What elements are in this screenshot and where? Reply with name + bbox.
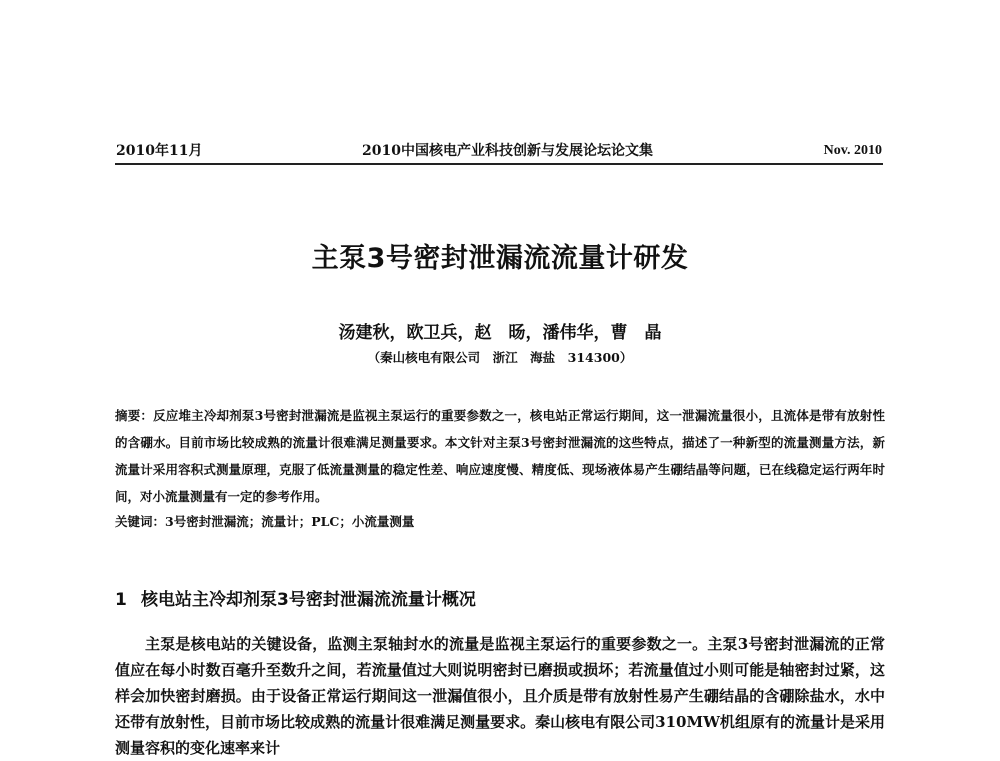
section-heading xyxy=(115,587,885,613)
abstract xyxy=(115,402,885,510)
header-rule xyxy=(115,163,883,165)
keywords xyxy=(115,510,885,534)
section-title: 核电站主冷却剂泵3号密封泄漏流流量计概况 xyxy=(141,590,476,610)
header-date-english: Nov. 2010 xyxy=(823,143,882,158)
keywords-text: 3号密封泄漏流；流量计；PLC；小流量测量 xyxy=(165,514,415,529)
affiliation: （秦山核电有限公司 浙江 海盐 314300） xyxy=(367,350,633,365)
abstract-text: 反应堆主冷却剂泵3号密封泄漏流是监视主泵运行的重要参数之一，核电站正常运行期间，这一泄漏流量很小，且流体是带有放射性的含硼水。目前市场比较成熟的流量计很难满足测量要求。本文针对主泵3号密封泄漏流的这些特点，描述了一种新型的流量测量方法，新流量计采用容积式测量原理，克服了低流量测量的稳定性差、响应速度慢、精度低、现场液体易产生硼结晶等问题，已在线稳定运行两年时间，对小流量测量有一定的参考作用。 xyxy=(115,408,885,504)
header-proceedings-title: 2010中国核电产业科技创新与发展论坛论文集 xyxy=(362,143,653,159)
keywords-label: 关键词： xyxy=(115,514,166,529)
header-date: 2010年11月 xyxy=(116,143,203,159)
author-list: 汤建秋，欧卫兵，赵 旸，潘伟华，曹 晶 xyxy=(338,323,662,343)
abstract-label: 摘要： xyxy=(115,408,154,423)
paper-title: 主泵3号密封泄漏流流量计研发 xyxy=(311,243,689,274)
section-paragraph: 主泵是核电站的关键设备，监测主泵轴封水的流量是监视主泵运行的重要参数之一。主泵3号密封泄漏流的正常值应在每小时数百毫升至数升之间，若流量值过大则说明密封已磨损或损坏；若流量值过小则可能是轴密封过紧，这样会加快密封磨损。由于设备正常运行期间这一泄漏值很小，且介质是带有放射性易产生硼结晶的含硼除盐水，水中还带有放射性，目前市场比较成熟的流量计很难满足测量要求。秦山核电有限公司310MW机组原有的流量计是采用测量容积的变化速率来计 xyxy=(115,635,885,757)
section-number: 1 xyxy=(115,590,127,610)
